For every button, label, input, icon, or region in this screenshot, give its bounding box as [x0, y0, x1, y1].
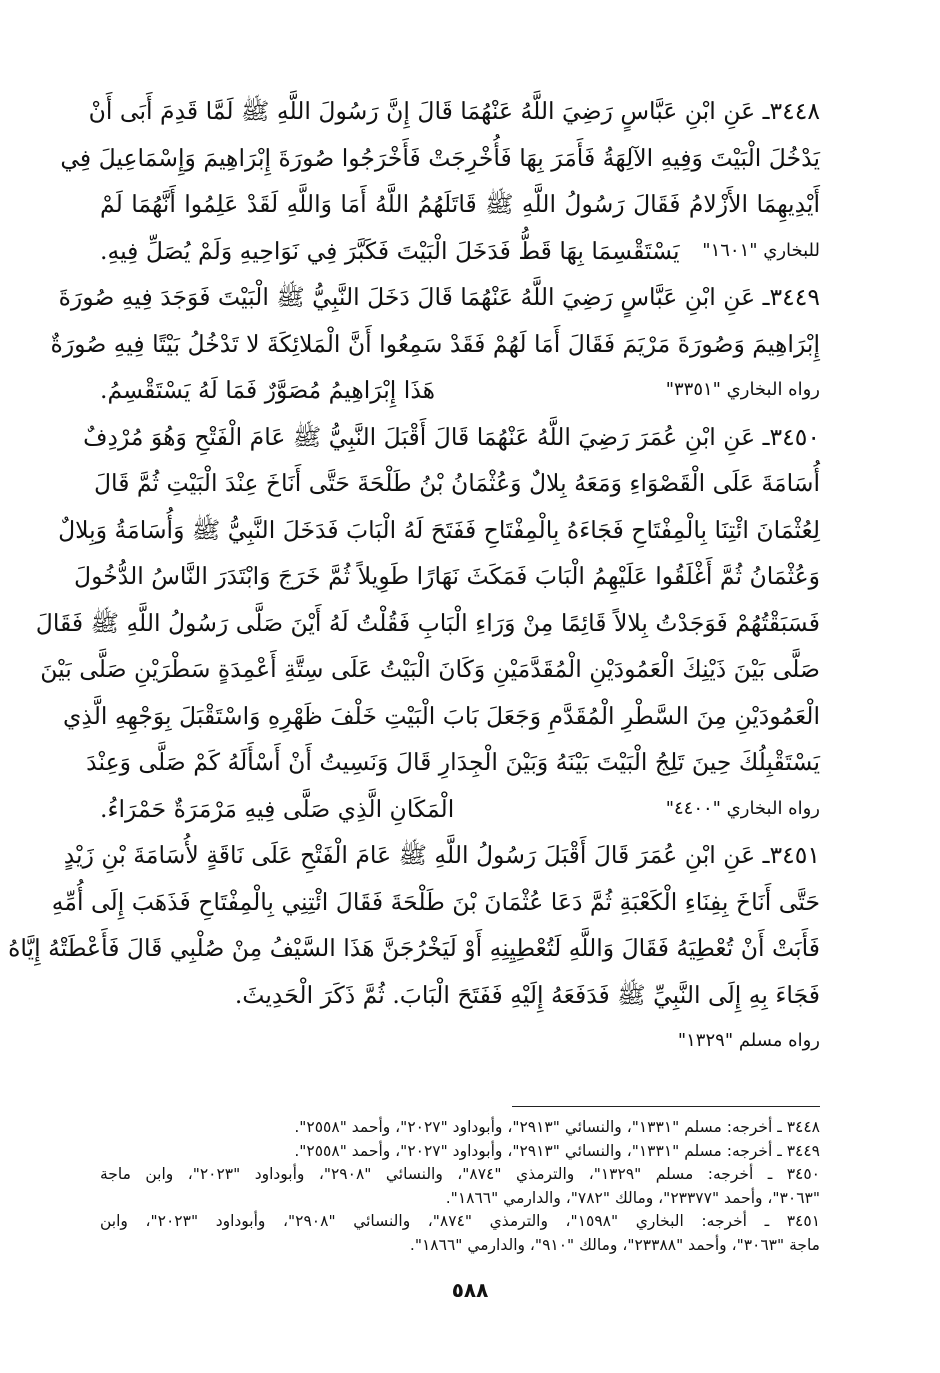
footnote-3449: ٣٤٤٩ ـ أخرجه: مسلم "١٣٣١"، والنسائي "٢٩١٣"، وأبوداود "٢٠٢٧"، وأحمد "٢٥٥٨". — [294, 1141, 820, 1160]
footnote-3451: ٣٤٥١ ـ أخرجه: البخاري "١٥٩٨"، والترمذي "٨٧٤"، والنسائي "٢٩٠٨"، وأبوداود "٢٠٢٣"، وابن — [100, 1212, 821, 1230]
hadith-reference: للبخاري "١٦٠١" — [702, 239, 820, 261]
footnote-divider — [512, 1106, 820, 1107]
footnote-3450-cont: "٣٠٦٣"، وأحمد "٢٣٣٧٧"، ومالك "٧٨٢"، والدارمي "١٨٦٦". — [445, 1188, 820, 1207]
hadith-text — [8, 88, 820, 1065]
hadith-3450-line: لِعُثْمَانَ ائْتِنَا بِالْمِفْتَاحِ فَجَاءَهُ بِالْمِفْتَاحِ فَفَتَحَ لَهُ الْبَابَ فَدَخَلَ النَّبِيُّ ﷺ وَأُسَامَةُ وَبِلالٌ — [58, 515, 820, 544]
hadith-3451-line — [100, 1018, 820, 1065]
hadith-reference: رواه البخاري "٣٣٥١" — [665, 379, 820, 400]
hadith-3450-line: صَلَّى بَيْنَ ذَيْنِكَ الْعَمُودَيْنِ الْمُقَدَّمَيْنِ وَكَانَ الْبَيْتُ عَلَى سِتَّةِ أَعْمِدَةٍ سَطْرَيْنِ صَلَّى بَيْنَ — [40, 655, 820, 683]
hadith-text-fragment: يَسْتَقْسِمَا بِهَا قَطُّ فَدَخَلَ الْبَيْتَ فَكَبَّرَ فِي نَوَاحِيهِ وَلَمْ يُصَلِّ فِيهِ. — [100, 236, 680, 265]
footnote-3451-cont: ماجة "٣٠٦٣"، وأحمد "٢٣٣٨٨"، ومالك "٩١٠"، والدارمي "١٨٦٦". — [409, 1235, 820, 1254]
hadith-3450-line: فَسَبَقْتُهُمْ فَوَجَدْتُ بِلالاً قَائِمًا مِنْ وَرَاءِ الْبَابِ فَقُلْتُ لَهُ أَيْنَ صَلَّى رَسُولُ اللَّهِ ﷺ فَقَالَ — [35, 608, 820, 637]
hadith-3448-line: ٣٤٤٨ـ عَنِ ابْنِ عَبَّاسٍ رَضِيَ اللَّهُ عَنْهُمَا قَالَ إِنَّ رَسُولَ اللَّهِ ﷺ لَمَّا قَدِمَ أَبَى أَنْ — [88, 97, 820, 125]
hadith-3450-line: يَسْتَقْبِلُكَ حِينَ تَلِجُ الْبَيْتَ بَيْنَهُ وَبَيْنَ الْجِدَارِ قَالَ وَنَسِيتُ أَنْ أَسْأَلَهُ كَمْ صَلَّى وَعِنْدَ — [86, 748, 820, 776]
hadith-text-fragment: الْمَكَانِ الَّذِي صَلَّى فِيهِ مَرْمَرَةٌ حَمْرَاءُ. — [100, 794, 455, 823]
hadith-3449-line — [100, 367, 820, 414]
hadith-3448-line: يَدْخُلَ الْبَيْتَ وَفِيهِ الآلِهَةُ فَأَمَرَ بِهَا فَأُخْرِجَتْ فَأَخْرَجُوا صُورَةَ إِبْرَاهِيمَ وَإِسْمَاعِيلَ فِي — [60, 143, 820, 172]
hadith-3451-line: فَجَاءَ بِهِ إِلَى النَّبِيِّ ﷺ فَدَفَعَهُ إِلَيْهِ فَفَتَحَ الْبَابَ. ثُمَّ ذَكَرَ الْحَدِيثَ. — [234, 980, 820, 1009]
hadith-text-fragment: هَذَا إِبْرَاهِيمُ مُصَوَّرٌ فَمَا لَهُ يَسْتَقْسِمُ. — [100, 376, 436, 404]
hadith-3450-line — [100, 786, 820, 833]
footnote-3448: ٣٤٤٨ ـ أخرجه: مسلم "١٣٣١"، والنسائي "٢٩١٣"، وأبوداود "٢٠٢٧"، وأحمد "٢٥٥٨". — [294, 1118, 820, 1136]
hadith-3451-line: ٣٤٥١ـ عَنِ ابْنِ عُمَرَ قَالَ أَقْبَلَ رَسُولُ اللَّهِ ﷺ عَامَ الْفَتْحِ عَلَى نَاقَةٍ لأُسَامَةَ بْنِ زَيْدٍ — [63, 841, 820, 869]
hadith-reference: رواه مسلم "١٣٢٩" — [677, 1030, 820, 1051]
hadith-3450-line: الْعَمُودَيْنِ مِنَ السَّطْرِ الْمُقَدَّمِ وَجَعَلَ بَابَ الْبَيْتِ خَلْفَ ظَهْرِهِ وَاسْتَقْبَلَ بِوَجْهِهِ الَّذِي — [63, 701, 820, 730]
hadith-3448-line — [100, 228, 820, 275]
hadith-3451-line: حَتَّى أَنَاخَ بِفِنَاءِ الْكَعْبَةِ ثُمَّ دَعَا عُثْمَانَ بْنَ طَلْحَةَ فَقَالَ ائْتِنِي بِالْمِفْتَاحِ فَذَهَبَ إِلَى أُمِّهِ — [51, 887, 820, 916]
hadith-3451-line: فَأَبَتْ أَنْ تُعْطِيَهُ فَقَالَ وَاللَّهِ لَتُعْطِيِنِهِ أَوْ لَيَخْرُجَنَّ هَذَا السَّيْفُ مِنْ صُلْبِي قَالَ فَأَعْطَتْهُ إِيَّاهُ — [8, 934, 820, 962]
footnotes — [100, 1116, 820, 1257]
page-number: ٥٨٨ — [451, 1278, 489, 1302]
footnote-3450: ٣٤٥٠ ـ أخرجه: مسلم "١٣٢٩"، والترمذي "٨٧٤"، والنسائي "٢٩٠٨"، وأبوداود "٢٠٢٣"، وابن ماجة — [100, 1165, 821, 1183]
hadith-3449-line: ٣٤٤٩ـ عَنِ ابْنِ عَبَّاسٍ رَضِيَ اللَّهُ عَنْهُمَا قَالَ دَخَلَ النَّبِيُّ ﷺ الْبَيْتَ فَوَجَدَ فِيهِ صُورَةَ — [58, 283, 820, 311]
hadith-3450-line: أُسَامَةَ عَلَى الْقَصْوَاءِ وَمَعَهُ بِلالٌ وَعُثْمَانُ بْنُ طَلْحَةَ حَتَّى أَنَاخَ عِنْدَ الْبَيْتِ ثُمَّ قَالَ — [93, 469, 820, 497]
hadith-3450-line: ٣٤٥٠ـ عَنِ ابْنِ عُمَرَ رَضِيَ اللَّهُ عَنْهُمَا قَالَ أَقْبَلَ النَّبِيُّ ﷺ عَامَ الْفَتْحِ وَهُوَ مُرْدِفٌ — [83, 422, 820, 451]
hadith-3450-line: وَعُثْمَانُ ثُمَّ أَغْلَقُوا عَلَيْهِمُ الْبَابَ فَمَكَثَ نَهَارًا طَوِيلاً ثُمَّ خَرَجَ وَابْتَدَرَ النَّاسُ الدُّخُولَ — [74, 562, 820, 590]
hadith-reference: رواه البخاري "٤٤٠٠" — [665, 797, 820, 819]
hadith-3448-line: أَيْدِيهِمَا الأَزْلامُ فَقَالَ رَسُولُ اللَّهِ ﷺ قَاتَلَهُمُ اللَّهُ أَمَا وَاللَّهِ لَقَدْ عَلِمُوا أَنَّهُمَا لَمْ — [100, 190, 820, 218]
hadith-3449-line: إِبْرَاهِيمَ وَصُورَةَ مَرْيَمَ فَقَالَ أَمَا لَهُمْ فَقَدْ سَمِعُوا أَنَّ الْمَلائِكَةَ لا تَدْخُلُ بَيْتًا فِيهِ صُورَةٌ — [50, 329, 820, 358]
